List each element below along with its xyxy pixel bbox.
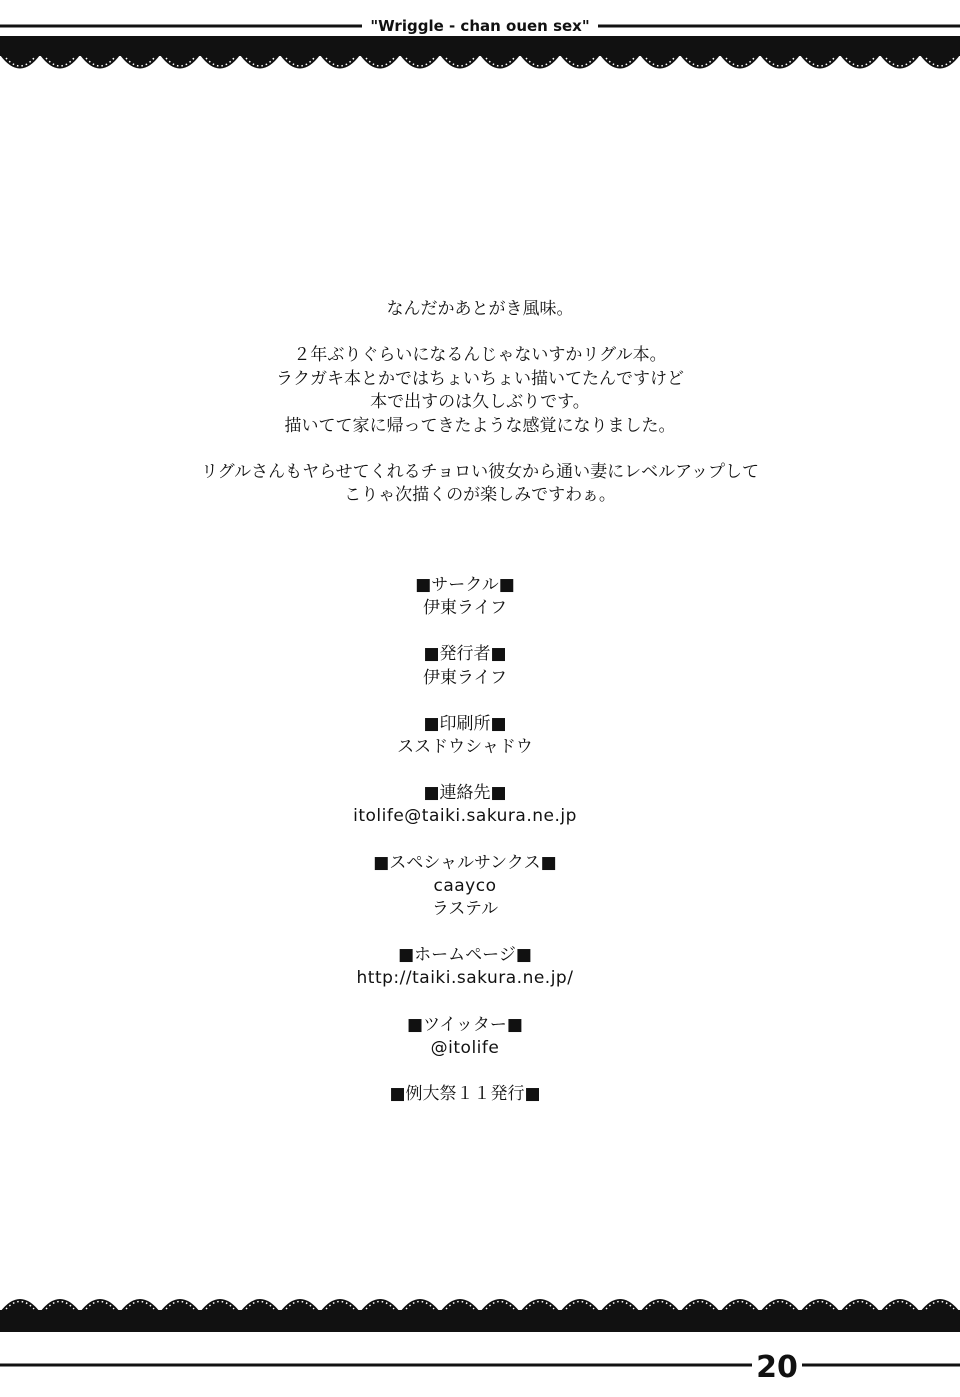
contact-label: ■連絡先■ <box>423 783 507 804</box>
lace-scallop <box>120 55 160 69</box>
circle-value: 伊東ライフ <box>423 598 507 619</box>
lace-scallop <box>320 55 360 69</box>
lace-scallop <box>520 55 560 69</box>
afterword-section <box>120 298 840 508</box>
afterword-heading: なんだかあとがき風味。 <box>386 299 574 319</box>
lace-scallop <box>0 55 40 69</box>
lace-scallop <box>240 55 280 69</box>
header-title <box>0 17 960 35</box>
lace-scallop <box>760 55 800 69</box>
printer-label: ■印刷所■ <box>423 713 507 734</box>
event-block <box>230 1083 700 1106</box>
lace-scallop <box>440 55 480 69</box>
lace-scallop <box>360 55 400 69</box>
event-label: ■例大祭１１発行■ <box>389 1084 541 1105</box>
lace-scallop <box>680 55 720 69</box>
twitter-label: ■ツイッター■ <box>407 1014 523 1035</box>
thanks-block <box>230 852 700 922</box>
lace-scallop <box>160 55 200 69</box>
circle-label: ■サークル■ <box>415 575 515 595</box>
contact-email: itolife@taiki.sakura.ne.jp <box>353 806 577 827</box>
lace-scallop <box>600 55 640 69</box>
afterword-line: ラクガキ本とかではちょいちょい描いてたんですけど <box>276 368 684 389</box>
lace-scallop <box>480 55 520 69</box>
bottom-lace-border <box>0 1290 960 1397</box>
twitter-handle: @itolife <box>430 1037 500 1058</box>
lace-scallop <box>280 55 320 69</box>
homepage-label: ■ホームページ■ <box>398 945 532 966</box>
homepage-url: http://taiki.sakura.ne.jp/ <box>356 968 574 989</box>
thanks-name: caayco <box>433 875 497 896</box>
lace-scallop <box>560 55 600 69</box>
afterword-line: 本で出すのは久しぶりです。 <box>370 392 590 413</box>
lace-scallop <box>800 55 840 69</box>
top-lace-border <box>0 0 960 80</box>
lace-scallop <box>920 55 960 69</box>
lace-scallop <box>80 55 120 69</box>
thanks-label: ■スペシャルサンクス■ <box>373 852 557 873</box>
publisher-block <box>230 643 700 689</box>
lace-scallop <box>880 55 920 69</box>
header-title-text: "Wriggle - chan ouen sex" <box>362 17 597 35</box>
thanks-name: ラステル <box>431 899 499 920</box>
circle-block <box>230 574 700 620</box>
colophon <box>230 574 700 1129</box>
homepage-block <box>230 944 700 990</box>
contact-block <box>230 782 700 828</box>
printer-value: ススドウシャドウ <box>397 737 533 758</box>
lace-scallop <box>200 55 240 69</box>
printer-block <box>230 713 700 759</box>
lace-scallop <box>640 55 680 69</box>
afterword-line: こりゃ次描くのが楽しみですわぁ。 <box>344 485 616 506</box>
page-number: 20 <box>752 1350 802 1385</box>
publisher-value: 伊東ライフ <box>423 667 507 688</box>
lace-scallop <box>40 55 80 69</box>
afterword-line: 描いてて家に帰ってきたような感覚になりました。 <box>284 415 676 436</box>
lace-scallop <box>720 55 760 69</box>
twitter-block <box>230 1014 700 1060</box>
afterword-line: リグルさんもヤらせてくれるチョロい彼女から通い妻にレベルアップして <box>201 462 759 483</box>
lace-scallop <box>400 55 440 69</box>
afterword-line: ２年ぶりぐらいになるんじゃないすかリグル本。 <box>293 345 667 366</box>
publisher-label: ■発行者■ <box>423 644 507 665</box>
lace-scallop <box>840 55 880 69</box>
